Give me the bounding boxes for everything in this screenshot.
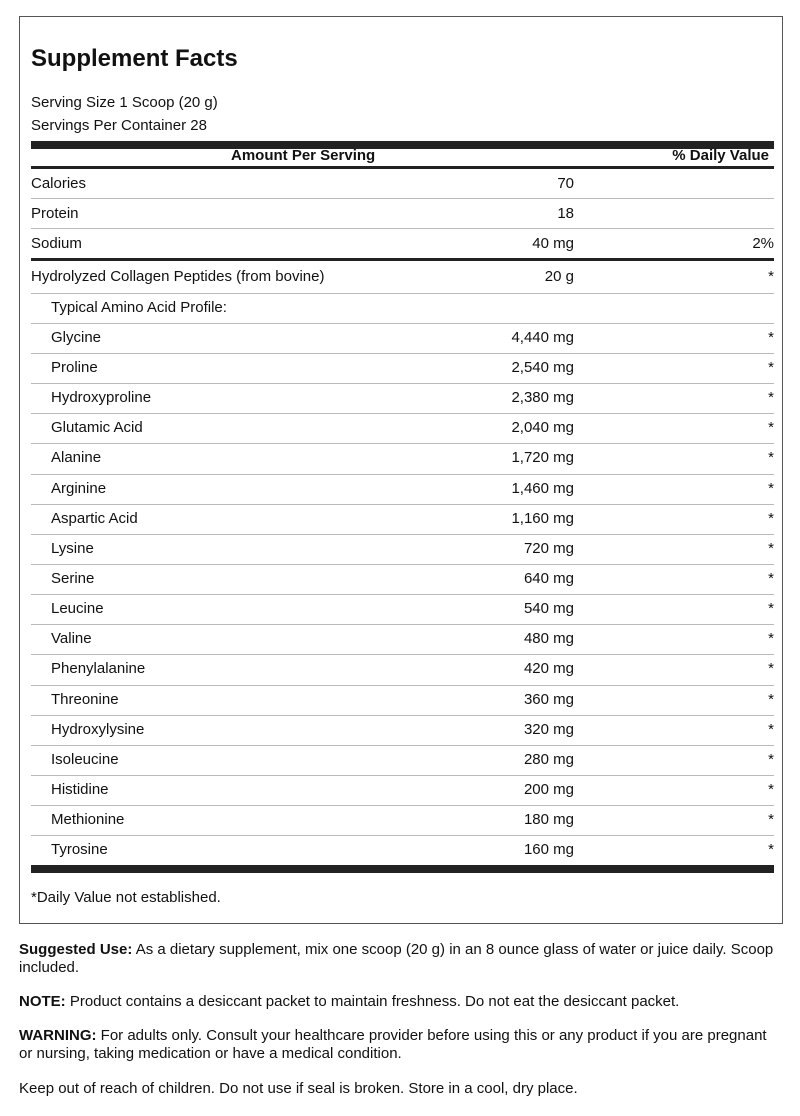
daily-value: * [768,389,774,407]
nutrient-name: Sodium [31,235,82,253]
nutrient-name: Histidine [51,781,109,798]
table-row [31,229,774,259]
daily-value: * [768,509,774,527]
daily-value: * [768,811,774,829]
daily-value: * [768,690,774,708]
nutrient-name: Methionine [51,811,125,829]
table-row [31,745,774,775]
table-row [31,805,774,835]
footnote: *Daily Value not established. [31,889,221,906]
warning-label: WARNING: [19,1027,97,1044]
amino-profile-heading [31,293,774,323]
amount-per-serving: 320 mg [523,720,574,738]
warning [19,1027,781,1063]
nutrient-name: Arginine [51,479,107,497]
daily-value: * [768,419,774,437]
nutrient-name: Aspartic Acid [51,509,138,527]
daily-value: * [768,720,774,738]
daily-value: * [768,600,774,618]
daily-value: * [768,841,774,859]
daily-value: * [768,328,774,346]
table-row [31,353,774,383]
amount-per-serving: 420 mg [523,660,574,678]
amount-per-serving: 1,460 mg [511,479,574,497]
amount-per-serving: 640 mg [523,569,574,587]
table-row [31,715,774,745]
amount-per-serving: 2,380 mg [511,389,574,407]
note-text: Product contains a desiccant packet to maintain freshness. Do not eat the desiccant packet. [65,993,680,1010]
nutrient-name: Threonine [51,690,119,708]
nutrient-name: Leucine [51,600,104,618]
amount-per-serving: 360 mg [523,690,574,708]
amount-per-serving: 160 mg [523,841,574,859]
table-row [31,199,774,229]
table-row [31,594,774,624]
table-row [31,775,774,805]
table-row [31,262,774,292]
nutrient-name: Lysine [51,539,94,557]
table-row [31,413,774,443]
warning-text: For adults only. Consult your healthcare provider before using this or any product if you are pregnant or nursing, taking medication or have a medical condition. [19,1027,767,1062]
note [19,993,781,1011]
amount-per-serving: 2,540 mg [511,358,574,376]
nutrient-name: Isoleucine [51,750,119,768]
amount-per-serving: 480 mg [523,630,574,648]
nutrient-name: Calories [31,175,87,192]
amount-per-serving: 280 mg [523,750,574,768]
nutrient-name: Valine [51,630,92,648]
header-daily-value: % Daily Value [672,147,769,164]
storage: Keep out of reach of children. Do not use if seal is broken. Store in a cool, dry place. [19,1080,578,1097]
amount-per-serving: 18 [557,205,574,223]
daily-value: * [768,569,774,587]
nutrient-name: Phenylalanine [51,660,146,678]
nutrient-name: Typical Amino Acid Profile: [51,298,227,316]
section-divider [31,258,774,261]
daily-value: * [768,630,774,648]
amount-per-serving: 180 mg [523,811,574,829]
panel-title: Supplement Facts [31,45,238,72]
nutrient-name: Hydrolyzed Collagen Peptides (from bovine) [31,268,325,286]
nutrient-name: Hydroxyproline [51,389,152,407]
servings-per-container: Servings Per Container 28 [31,117,207,134]
daily-value: * [768,449,774,467]
suggested-use-label: Suggested Use: [19,941,133,958]
table-row [31,685,774,715]
table-row [31,443,774,473]
amount-per-serving: 540 mg [523,600,574,618]
nutrient-name: Hydroxylysine [51,720,145,738]
serving-size: Serving Size 1 Scoop (20 g) [31,94,218,111]
amount-per-serving: 20 g [544,268,574,286]
amount-per-serving: 720 mg [523,539,574,557]
nutrient-name: Proline [51,358,98,376]
table-row [31,169,774,199]
daily-value: * [768,750,774,768]
nutrient-name: Serine [51,569,95,587]
amount-per-serving: 1,160 mg [511,509,574,527]
daily-value: * [768,539,774,557]
daily-value: * [768,660,774,678]
header-amount: Amount Per Serving [231,147,376,164]
nutrient-name: Tyrosine [51,841,108,859]
nutrient-name: Glycine [51,328,102,346]
amount-per-serving: 40 mg [532,235,574,253]
nutrient-name: Protein [31,205,79,223]
table-row [31,383,774,413]
table-row [31,564,774,594]
amount-per-serving: 200 mg [523,781,574,798]
table-row [31,654,774,684]
table-row [31,474,774,504]
daily-value: * [768,781,774,798]
thick-divider-top [31,141,774,149]
amount-per-serving: 70 [557,175,574,192]
daily-value: * [768,268,774,286]
nutrient-name: Glutamic Acid [51,419,143,437]
suggested-use [19,941,781,977]
table-row [31,534,774,564]
table-row [31,624,774,654]
table-row [31,504,774,534]
suggested-use-text: As a dietary supplement, mix one scoop (20 g) in an 8 ounce glass of water or juice daily. Scoop included. [19,941,774,976]
amount-per-serving: 1,720 mg [511,449,574,467]
daily-value: * [768,358,774,376]
thick-divider-bottom [31,865,774,873]
daily-value: * [768,479,774,497]
note-label: NOTE: [19,993,66,1010]
daily-value: 2% [752,235,774,253]
nutrient-name: Alanine [51,449,102,467]
amount-per-serving: 4,440 mg [511,328,574,346]
supplement-facts-panel [19,16,783,924]
table-row [31,835,774,865]
table-row [31,323,774,353]
amount-per-serving: 2,040 mg [511,419,574,437]
